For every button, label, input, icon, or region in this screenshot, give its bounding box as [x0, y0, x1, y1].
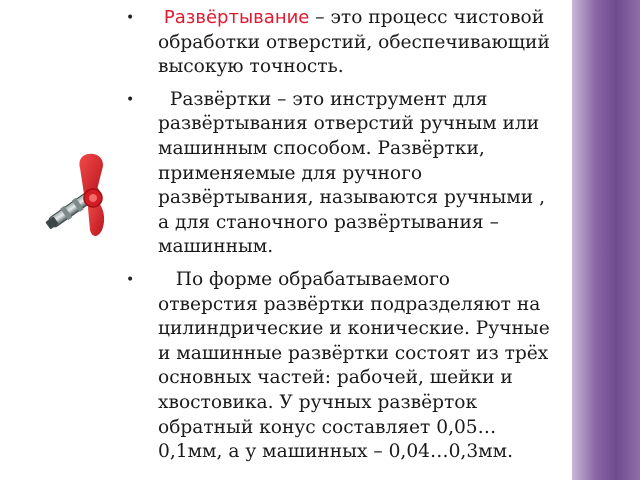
text-line — [158, 6, 640, 31]
text-line: 0,1мм, а у машинных – 0,04…0,3мм. — [158, 441, 513, 463]
paragraph-reamer-types — [126, 268, 640, 465]
text-line: машинным способом. Развёртки, — [158, 137, 485, 159]
text-line: хвостовика. У ручных развёрток — [158, 391, 478, 413]
text-line: обработки отверстий, обеспечивающий — [158, 31, 550, 53]
text-line: Развёртки – это инструмент для — [158, 88, 488, 110]
text-line: а для станочного развёртывания – — [158, 211, 499, 233]
text-line: машинным. — [158, 236, 274, 258]
paragraph-reamers-tool — [126, 88, 640, 260]
text-line: развёртывания отверстий ручным или — [158, 113, 540, 135]
paragraph-definition-reaming — [126, 6, 640, 80]
text-line: основных частей: рабочей, шейки и — [158, 367, 513, 389]
text-content — [126, 0, 640, 473]
text-line: применяемые для ручного — [158, 162, 423, 184]
text-line: высокую точность. — [158, 56, 344, 78]
text-box — [126, 0, 640, 480]
text-line: отверстия развёртки подразделяют на — [158, 293, 541, 315]
text-line: и машинные развёртки состоят из трёх — [158, 342, 549, 364]
text-line: развёртывания, называются ручными , — [158, 187, 545, 209]
text-line: цилиндрические и конические. Ручные — [158, 318, 550, 340]
bullet-point: • — [126, 271, 135, 288]
tap-wrench-icon — [36, 150, 136, 250]
highlighted-term: Развёртывание — [163, 7, 310, 28]
text-line: По форме обрабатываемого — [158, 268, 450, 290]
bullet-point: • — [126, 91, 135, 108]
text-segment: – это процесс чистовой — [309, 7, 545, 28]
bullet-point: • — [126, 10, 135, 26]
text-line: обратный конус составляет 0,05… — [158, 416, 497, 438]
